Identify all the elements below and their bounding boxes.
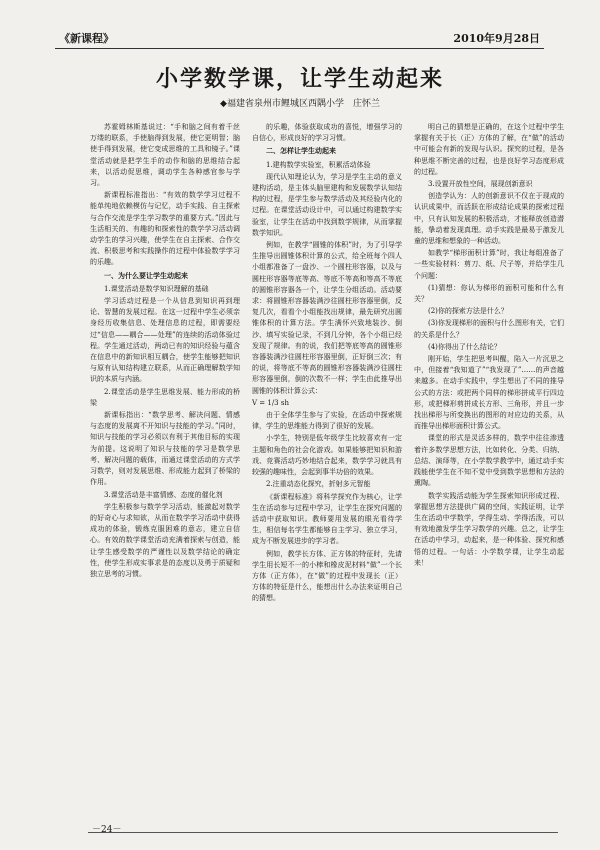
subsection-heading: 3.设置开放性空间，展现创新意识	[428, 180, 533, 189]
paragraph: 例如，在教学“圆锥的体积”时，为了引导学生推导出圆锥体积计算的公式，给全班每个四人小组都准备了一盘沙、一个圆柱形容器，以及与圆柱形容器等底等高、等底不等高和等高不等底的圆锥形容器各一个，让学生分组活动。活动要求：将圆锥形容器装满沙往圆柱形容器里倒，反复几次，看看个小组能找出规律，最先研究出圆锥体积的计算方法。学生满怀兴致地装沙、倒沙、填写实验记录，不到几分钟，各个小组已经发现了规律。有的说，我们把等底等高的圆锥形容器装满沙往圆柱形容器里倒，正好倒三次；有的说，将等底不等高的圆锥形容器装满沙往圆柱形容器里倒，倒的次数不一样；学生由此推导出圆锥的体积计算公式：	[252, 241, 402, 395]
subsection-heading: 2.注重动态化探究，折射多元智能	[266, 480, 371, 489]
footer-rule	[88, 832, 558, 833]
paragraph: 刚开始，学生把思考叫醒，陷入一片沉思之中，但接着“我知道了”“我发现了”……的声音越来越多。在动手实践中，学生想出了不同的推导公式的方法：或把两个同样的梯形拼成平行四边形，或把梯形剪拼成长方形、三角形，并且一步找出梯形与所变换出的图形的对应边的关系，从而推导出梯形面积计算公式。	[414, 355, 564, 431]
formula: V = 1/3 sh	[252, 398, 289, 407]
paragraph: 由于全体学生参与了实验，在活动中探索规律，学生的思维能力得到了很好的发展。	[252, 411, 402, 431]
subsection-heading: 2.课堂活动是学生思维发展、能力形成的桥梁	[90, 387, 240, 407]
column-3	[414, 122, 564, 802]
paragraph: 新课标指出：“数学思考、解决问题、情感与态度的发展离不开知识与技能的学习。”同时，知识与技能的学习必须以有利于其他目标的实现为前提。这说明了知识与技能的学习是数学思考、解决问题的载体，而通过课堂活动的方式学习数学，则对发展思维、形成能力起到了桥梁的作用。	[90, 411, 240, 487]
question: (4)你得出了什么结论？	[428, 342, 501, 351]
paragraph: 学生积极参与数学学习活动，能激起对数学的好奇心与求知欲，从而在数学学习活动中获得成功的体验，锻炼克服困难的意志，建立自信心。有效的数学课堂活动充满着探索与创造，能让学生感受数学的严谨性以及数学结论的确定性，使学生形成实事求是的态度以及勇于质疑和独立思考的习惯。	[90, 502, 240, 578]
paragraph: 课堂的形式是灵活多样的，数学中往往渗透着许多数学思想方法，比如转化、分类、归纳、总结、演绎等，在小学数学教学中，通过动手实践能使学生在不知不觉中受到数学思想和方法的熏陶。	[414, 434, 564, 488]
paragraph: 创造学认为：人的创新意识不仅在于现成的认识成果中，而活跃在形成结论成果的探索过程中，只有认知发展的积极活动，才能释放创造潜能，挚动着发现真理。动手实践是最易于激发儿童的思维和想象的一种活动。	[414, 192, 564, 246]
paragraph: 《新课程标准》将科学探究作为核心，让学生在活动参与过程中学习，让学生在探究问题的活动中获取知识。教师要用发展的眼光看待学生，相信每名学生都能够自主学习、独立学习，成为不断发展进步的学习者。	[252, 492, 402, 546]
article-title: 小学数学课，让学生动起来	[155, 67, 444, 92]
section-heading: 一、为什么要让学生动起来	[104, 271, 188, 280]
column-1	[90, 122, 240, 802]
column-2	[252, 122, 402, 802]
section-heading: 二、怎样让学生动起来	[266, 147, 336, 156]
question: (3)你发现梯形的面积与什么图形有关，它们的关系是什么？	[414, 319, 564, 339]
paragraph: 的乐趣，体验获取成功的喜悦，增强学习的自信心，形成良好的学习习惯。	[252, 123, 402, 143]
journal-name: 《新课程》	[59, 32, 114, 45]
subsection-heading: 3.课堂活动是丰富情感、态度的催化剂	[104, 490, 223, 499]
running-header	[55, 30, 544, 49]
paragraph: 学习活动过程是一个从信息到知识再到理论、智慧的发展过程。在这一过程中学生必须亲身经历收集信息、处理信息的过程，即需要经过“信息——耦合——处理”的连续的活动体验过程。学生通过活动，两动已有的知识经验与蕴含在信息中的新知识相互耦合，使学生能够把知识与原有认知结构建立联系，从而正确理解数学知识的本质与内涵。	[90, 297, 240, 384]
issue-date: 2010年9月28日	[453, 32, 540, 45]
paragraph: 苏霍姆林斯基说过：“手和脑之间有着千丝万缕的联系，手使脑得到发展，使它更明智；脑使手得到发展，使它变成思维的工具和镜子。”课堂活动就是把学生手的动作和脑的思维结合起来，以活动促思维，调动学生各种感官参与学习。	[90, 123, 240, 188]
page-number: －24－	[92, 825, 122, 835]
question: (1)猜想：你认为梯形的面积可能和什么有关？	[414, 283, 564, 304]
paragraph: 如教学“梯形面积计算”时，我让每组准备了一些实验材料：剪刀、纸、尺子等，并给学生几个问题：	[414, 249, 564, 280]
paragraph: 小学生，特别是低年级学生比较喜欢有一定主题和角色的社会化游戏。如果能够把知识和游戏、竞赛活动巧妙地结合起来，数学学习就具有较强的趣味性，会起到事半功倍的效果。	[252, 434, 402, 477]
paragraph: 数学实践活动能为学生探索知识形成过程、掌握思想方法提供广阔的空间，实践证明，让学生在活动中学数学，学得生动、学得活泼，可以有效地激发学生学习数学的兴趣。总之，让学生在活动中学习，动起来，是一种体验、探究和感悟的过程。一句话：小学数学课，让学生动起来！	[414, 491, 564, 567]
paragraph: 例如，教学长方体、正方体的特征时，先请学生用长短不一的小棒和橡皮泥材料“做”一个长方体（正方体），在“做”的过程中发现长（正）方体的特征是什么，能想出什么办法来证明自己的猜想。	[252, 549, 402, 603]
paragraph: 现代认知理论认为，学习是学生主动的意义建构活动，是主体头脑里建构和发展数学认知结构的过程，是学生参与数学活动及其经验内化的过程。在课堂活动设计中，可以通过构建数学实验室，让学生在活动中找到数学规律，从而掌握数学知识。	[252, 172, 402, 237]
question: (2)你的探索方法是什么？	[428, 307, 508, 316]
author-byline: ◆福建省泉州市鲤城区西隅小学 庄怀兰	[220, 99, 380, 109]
paragraph: 新课程标准指出：“有效的数学学习过程不能单纯地依赖模仿与记忆，动手实践、自主探索与合作交流是学生学习数学的重要方式。”因此与生活相关的、有趣的和探索性的数学学习活动调动学生的学习兴趣，使学生在自主探索、合作交流、积极思考和实践操作的过程中体验数学学习的乐趣。	[90, 191, 240, 267]
subsection-heading: 1.建构数学实验室，积累活动体验	[266, 160, 371, 169]
paragraph: 明自己的猜想是正确的，在这个过程中学生掌握有关于长（正）方体的了解，在“做”的活动中可能会有新的发现与认识。探究的过程，是各种思维不断完善的过程，也是良好学习态度形成的过程。	[414, 123, 564, 176]
subsection-heading: 1.课堂活动是数学知识理解的基础	[104, 284, 209, 293]
